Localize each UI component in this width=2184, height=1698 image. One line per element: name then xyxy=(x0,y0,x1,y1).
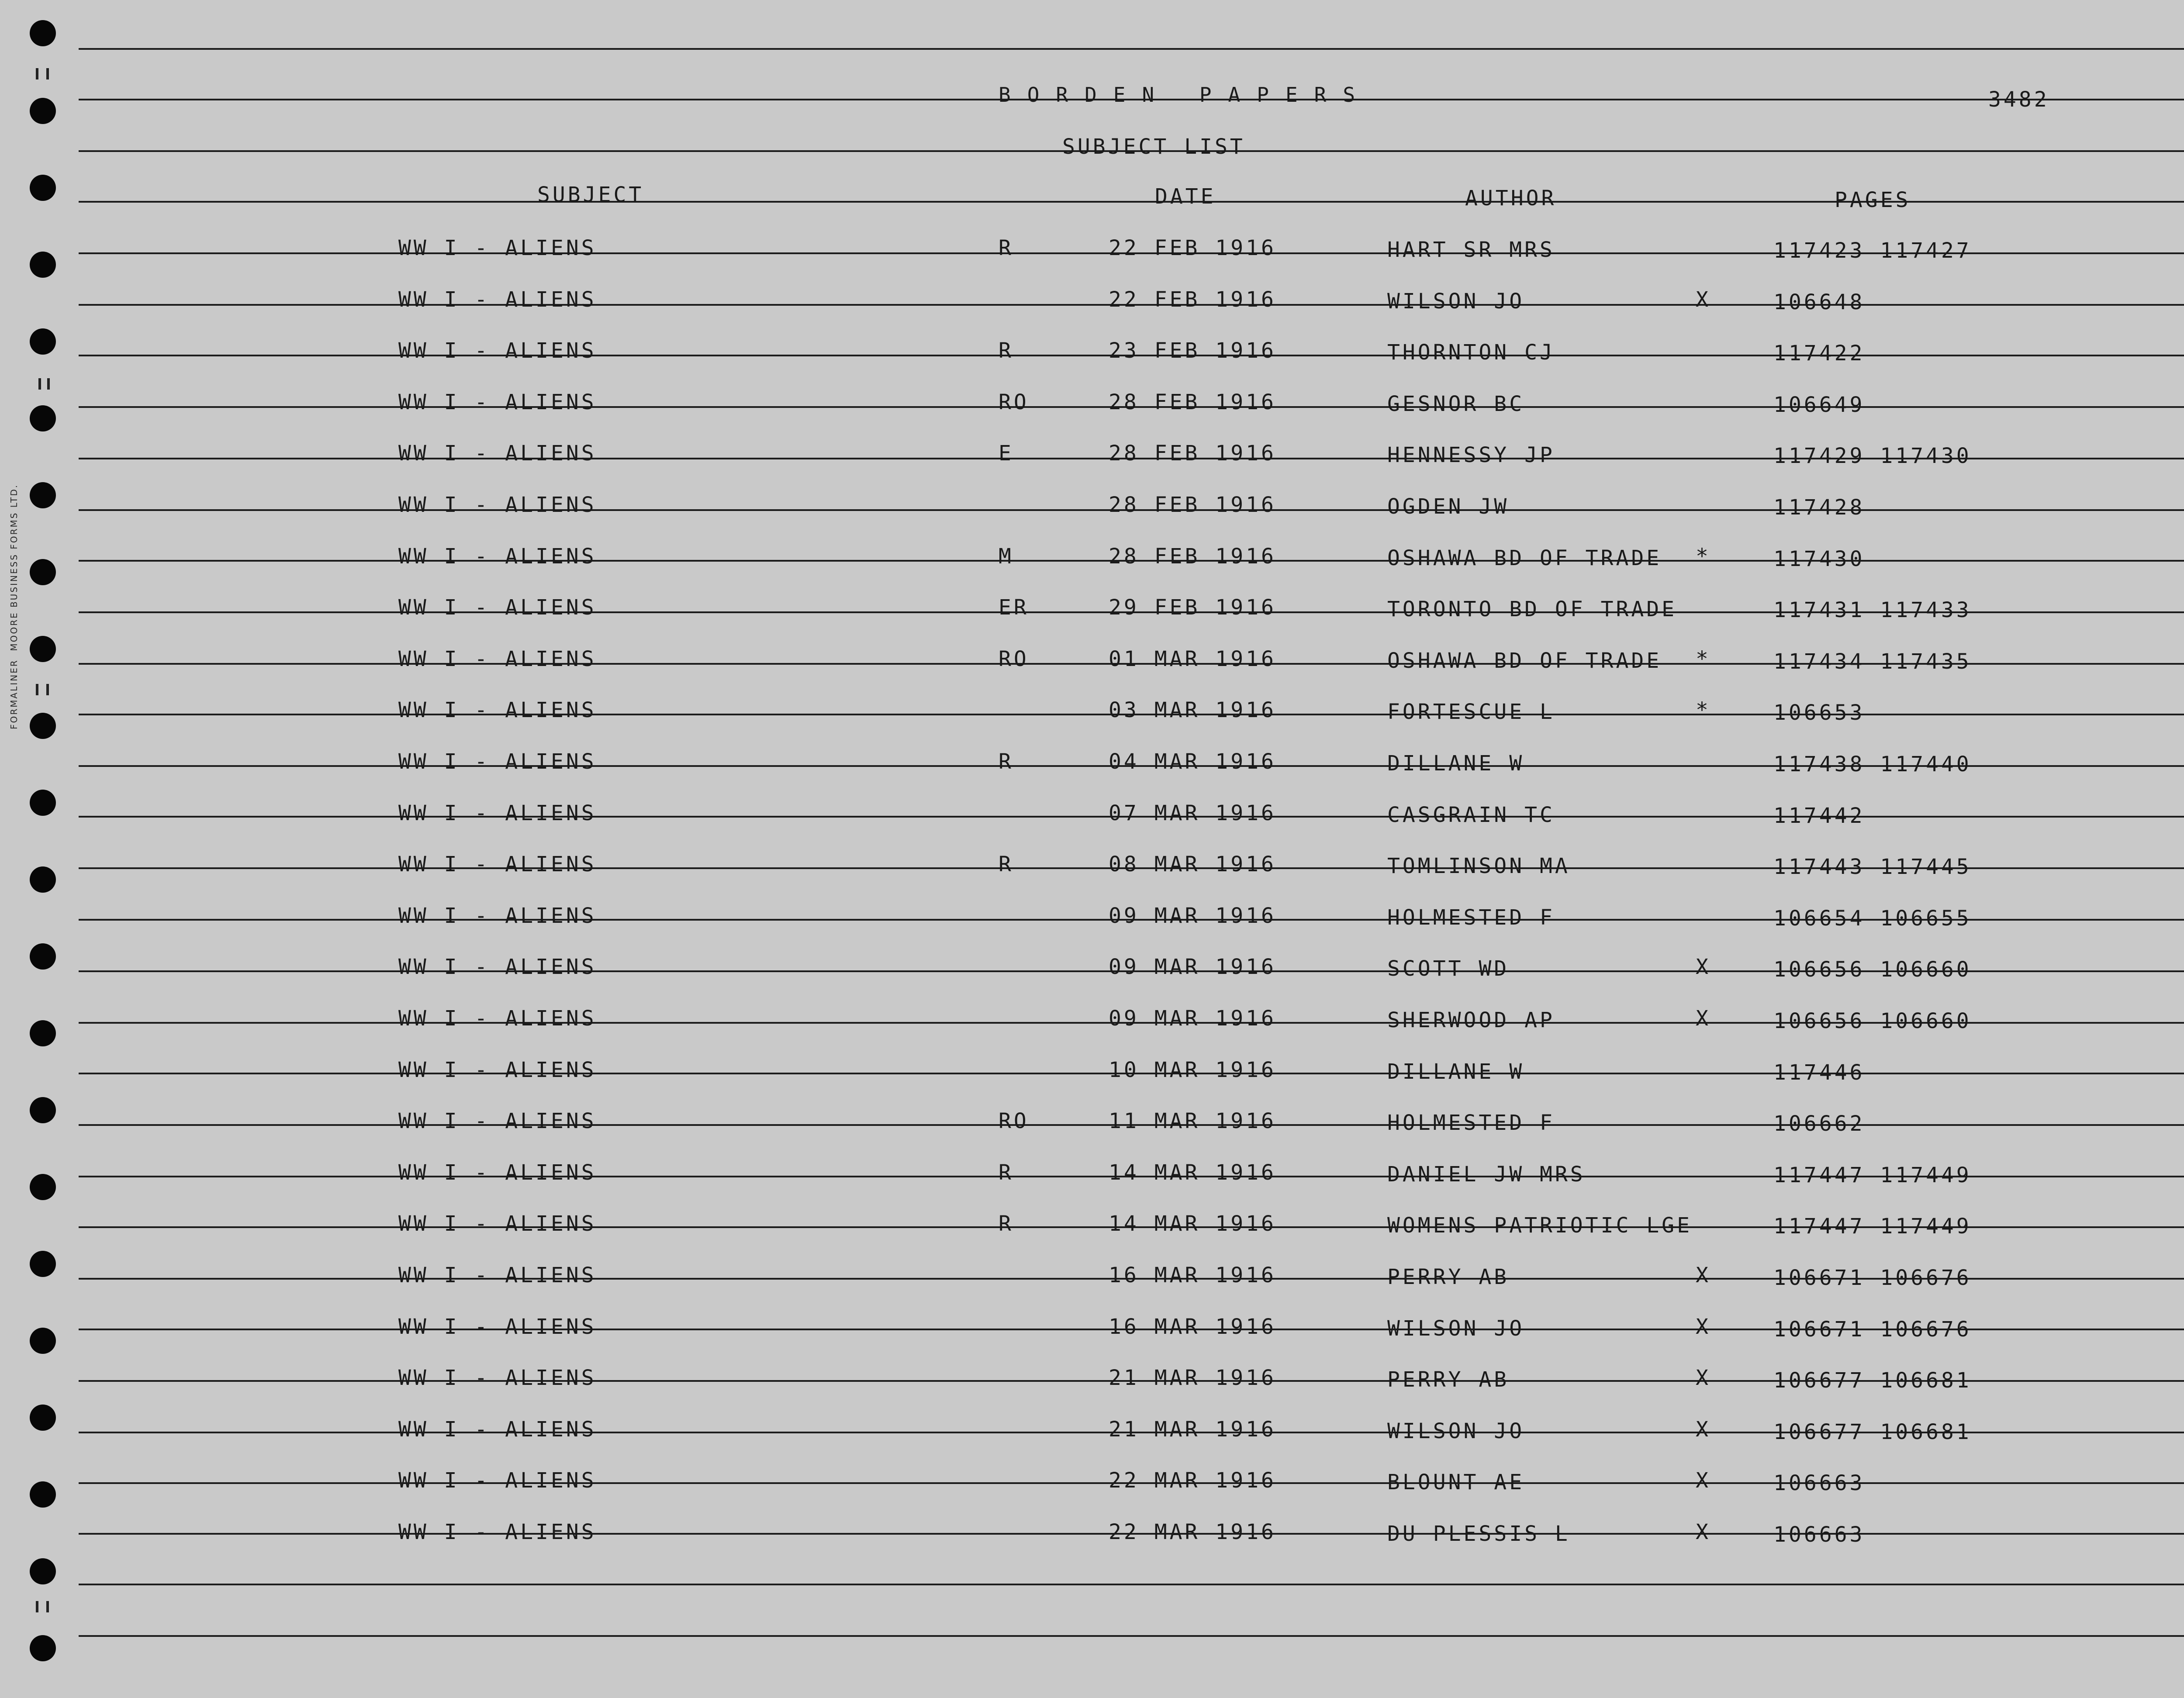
row-author: WOMENS PATRIOTIC LGE xyxy=(1387,1213,1692,1238)
row-mark: X xyxy=(1696,1366,1711,1390)
row-date: 16 MAR 1916 xyxy=(1109,1263,1276,1287)
row-author: TORONTO BD OF TRADE xyxy=(1387,597,1677,621)
row-author: OSHAWA BD OF TRADE xyxy=(1387,546,1662,570)
row-subject: WW I - ALIENS xyxy=(398,544,597,569)
feed-hole xyxy=(30,1174,56,1200)
row-subject: WW I - ALIENS xyxy=(398,904,597,928)
row-subject: WW I - ALIENS xyxy=(398,852,597,877)
feed-hole xyxy=(30,175,56,201)
row-date: 29 FEB 1916 xyxy=(1109,595,1276,620)
column-header-date: DATE xyxy=(1155,184,1216,209)
row-author: DILLANE W xyxy=(1387,751,1525,776)
feed-hole xyxy=(30,1097,56,1123)
row-code: R xyxy=(999,338,1014,363)
perforation-mark xyxy=(36,1601,38,1612)
row-mark: X xyxy=(1696,1006,1711,1031)
row-pages: 106653 xyxy=(1773,701,1865,725)
row-pages: 106663 xyxy=(1773,1522,1865,1547)
feed-hole xyxy=(30,252,56,278)
row-date: 28 FEB 1916 xyxy=(1109,544,1276,569)
row-date: 23 FEB 1916 xyxy=(1109,338,1276,363)
row-date: 09 MAR 1916 xyxy=(1109,904,1276,928)
row-code: R xyxy=(999,1160,1014,1185)
row-code: R xyxy=(999,749,1014,774)
row-author: OGDEN JW xyxy=(1387,494,1510,519)
feed-hole xyxy=(30,328,56,355)
row-subject: WW I - ALIENS xyxy=(398,1058,597,1082)
row-subject: WW I - ALIENS xyxy=(398,390,597,414)
row-date: 14 MAR 1916 xyxy=(1109,1160,1276,1185)
rule-line xyxy=(79,48,2184,50)
perforation-mark xyxy=(47,378,50,390)
row-pages: 106671 106676 xyxy=(1773,1266,1972,1290)
row-pages: 117442 xyxy=(1773,804,1865,828)
row-author: HENNESSY JP xyxy=(1387,443,1555,467)
row-date: 11 MAR 1916 xyxy=(1109,1109,1276,1133)
feed-hole xyxy=(30,943,56,970)
perforation-mark xyxy=(36,68,38,79)
row-subject: WW I - ALIENS xyxy=(398,493,597,517)
row-pages: 117428 xyxy=(1773,495,1865,520)
row-subject: WW I - ALIENS xyxy=(398,338,597,363)
row-code: R xyxy=(999,1211,1014,1236)
feed-hole xyxy=(30,1251,56,1277)
row-pages: 117446 xyxy=(1773,1060,1865,1085)
feed-hole xyxy=(30,405,56,431)
row-subject: WW I - ALIENS xyxy=(398,1417,597,1442)
row-author: DILLANE W xyxy=(1387,1060,1525,1084)
list-subtitle: SUBJECT LIST xyxy=(1062,135,1245,159)
row-mark: X xyxy=(1696,1263,1711,1287)
row-author: CASGRAIN TC xyxy=(1387,803,1555,827)
row-pages: 117431 117433 xyxy=(1773,598,1972,622)
row-pages: 106662 xyxy=(1773,1111,1865,1136)
row-subject: WW I - ALIENS xyxy=(398,441,597,466)
row-date: 21 MAR 1916 xyxy=(1109,1417,1276,1442)
row-author: HART SR MRS xyxy=(1387,238,1555,262)
row-mark: * xyxy=(1696,698,1711,722)
page-number: 3482 xyxy=(1988,87,2049,112)
row-mark: * xyxy=(1696,544,1711,569)
row-subject: WW I - ALIENS xyxy=(398,1109,597,1133)
row-author: DU PLESSIS L xyxy=(1387,1522,1570,1546)
row-subject: WW I - ALIENS xyxy=(398,1263,597,1287)
row-author: DANIEL JW MRS xyxy=(1387,1162,1586,1187)
feed-hole xyxy=(30,1635,56,1661)
row-date: 09 MAR 1916 xyxy=(1109,1006,1276,1031)
row-author: WILSON JO xyxy=(1387,1419,1525,1443)
row-mark: X xyxy=(1696,287,1711,312)
row-pages: 117423 117427 xyxy=(1773,238,1972,263)
row-pages: 117429 117430 xyxy=(1773,444,1972,468)
row-date: 21 MAR 1916 xyxy=(1109,1366,1276,1390)
row-pages: 106663 xyxy=(1773,1471,1865,1495)
row-pages: 106654 106655 xyxy=(1773,906,1972,931)
row-subject: WW I - ALIENS xyxy=(398,1315,597,1339)
feed-hole xyxy=(30,20,56,46)
row-code: R xyxy=(999,236,1014,260)
row-subject: WW I - ALIENS xyxy=(398,287,597,312)
row-pages: 106656 106660 xyxy=(1773,1009,1972,1033)
row-date: 28 FEB 1916 xyxy=(1109,441,1276,466)
row-author: TOMLINSON MA xyxy=(1387,854,1570,878)
row-author: HOLMESTED F xyxy=(1387,1111,1555,1135)
row-author: WILSON JO xyxy=(1387,1316,1525,1341)
perforation-mark xyxy=(38,378,41,390)
row-code: RO xyxy=(999,647,1029,671)
feed-hole xyxy=(30,1405,56,1431)
row-subject: WW I - ALIENS xyxy=(398,698,597,722)
row-date: 01 MAR 1916 xyxy=(1109,647,1276,671)
feed-hole xyxy=(30,1020,56,1046)
row-code: ER xyxy=(999,595,1029,620)
row-subject: WW I - ALIENS xyxy=(398,1520,597,1544)
column-header-subject: SUBJECT xyxy=(537,183,644,207)
row-subject: WW I - ALIENS xyxy=(398,749,597,774)
form-imprint: FORMALINER MOORE BUSINESS FORMS LTD. xyxy=(9,483,19,729)
row-pages: 106677 106681 xyxy=(1773,1420,1972,1444)
row-code: M xyxy=(999,544,1014,569)
rule-line xyxy=(79,1584,2184,1585)
feed-hole xyxy=(30,790,56,816)
perforation-mark xyxy=(46,1601,49,1612)
row-mark: X xyxy=(1696,1417,1711,1442)
column-header-pages: PAGES xyxy=(1835,188,1911,212)
row-mark: X xyxy=(1696,955,1711,979)
row-author: THORNTON CJ xyxy=(1387,340,1555,365)
row-pages: 106671 106676 xyxy=(1773,1317,1972,1342)
row-subject: WW I - ALIENS xyxy=(398,236,597,260)
row-subject: WW I - ALIENS xyxy=(398,1211,597,1236)
feed-hole xyxy=(30,713,56,739)
row-author: PERRY AB xyxy=(1387,1265,1510,1289)
row-pages: 117447 117449 xyxy=(1773,1163,1972,1187)
row-subject: WW I - ALIENS xyxy=(398,1006,597,1031)
row-pages: 117438 117440 xyxy=(1773,752,1972,777)
row-date: 09 MAR 1916 xyxy=(1109,955,1276,979)
rule-line xyxy=(79,1635,2184,1637)
row-subject: WW I - ALIENS xyxy=(398,647,597,671)
row-date: 28 FEB 1916 xyxy=(1109,390,1276,414)
row-pages: 117447 117449 xyxy=(1773,1214,1972,1239)
row-pages: 117434 117435 xyxy=(1773,649,1972,674)
row-pages: 106677 106681 xyxy=(1773,1368,1972,1393)
row-pages: 117443 117445 xyxy=(1773,855,1972,879)
row-mark: X xyxy=(1696,1468,1711,1493)
row-subject: WW I - ALIENS xyxy=(398,595,597,620)
row-pages: 117430 xyxy=(1773,547,1865,571)
row-subject: WW I - ALIENS xyxy=(398,1468,597,1493)
column-header-author: AUTHOR xyxy=(1465,186,1557,211)
row-author: HOLMESTED F xyxy=(1387,905,1555,930)
row-author: OSHAWA BD OF TRADE xyxy=(1387,649,1662,673)
feed-hole xyxy=(30,1481,56,1508)
row-date: 07 MAR 1916 xyxy=(1109,801,1276,825)
row-subject: WW I - ALIENS xyxy=(398,1160,597,1185)
row-pages: 117422 xyxy=(1773,341,1865,366)
row-date: 22 FEB 1916 xyxy=(1109,236,1276,260)
perforation-mark xyxy=(46,68,49,79)
row-date: 16 MAR 1916 xyxy=(1109,1315,1276,1339)
row-date: 22 FEB 1916 xyxy=(1109,287,1276,312)
row-subject: WW I - ALIENS xyxy=(398,1366,597,1390)
row-pages: 106648 xyxy=(1773,290,1865,314)
row-author: BLOUNT AE xyxy=(1387,1470,1525,1494)
row-author: PERRY AB xyxy=(1387,1367,1510,1392)
row-author: FORTESCUE L xyxy=(1387,700,1555,724)
row-date: 22 MAR 1916 xyxy=(1109,1520,1276,1544)
feed-hole xyxy=(30,98,56,124)
feed-hole xyxy=(30,482,56,508)
row-author: SHERWOOD AP xyxy=(1387,1008,1555,1032)
row-author: GESNOR BC xyxy=(1387,392,1525,416)
row-author: WILSON JO xyxy=(1387,289,1525,314)
feed-hole xyxy=(30,1558,56,1584)
row-date: 22 MAR 1916 xyxy=(1109,1468,1276,1493)
row-date: 14 MAR 1916 xyxy=(1109,1211,1276,1236)
row-date: 04 MAR 1916 xyxy=(1109,749,1276,774)
feed-hole xyxy=(30,559,56,585)
row-date: 08 MAR 1916 xyxy=(1109,852,1276,877)
row-pages: 106649 xyxy=(1773,393,1865,417)
row-date: 10 MAR 1916 xyxy=(1109,1058,1276,1082)
feed-hole xyxy=(30,866,56,893)
row-pages: 106656 106660 xyxy=(1773,957,1972,982)
row-date: 28 FEB 1916 xyxy=(1109,493,1276,517)
row-date: 03 MAR 1916 xyxy=(1109,698,1276,722)
row-mark: X xyxy=(1696,1520,1711,1544)
row-mark: X xyxy=(1696,1315,1711,1339)
row-code: R xyxy=(999,852,1014,877)
row-mark: * xyxy=(1696,647,1711,671)
row-code: RO xyxy=(999,390,1029,414)
feed-hole xyxy=(30,636,56,662)
feed-hole xyxy=(30,1328,56,1354)
perforation-mark xyxy=(36,684,38,695)
perforation-mark xyxy=(46,684,49,695)
row-code: RO xyxy=(999,1109,1029,1133)
row-subject: WW I - ALIENS xyxy=(398,801,597,825)
row-author: SCOTT WD xyxy=(1387,956,1510,981)
document-title: BORDEN PAPERS xyxy=(999,83,1372,107)
row-subject: WW I - ALIENS xyxy=(398,955,597,979)
row-code: E xyxy=(999,441,1014,466)
